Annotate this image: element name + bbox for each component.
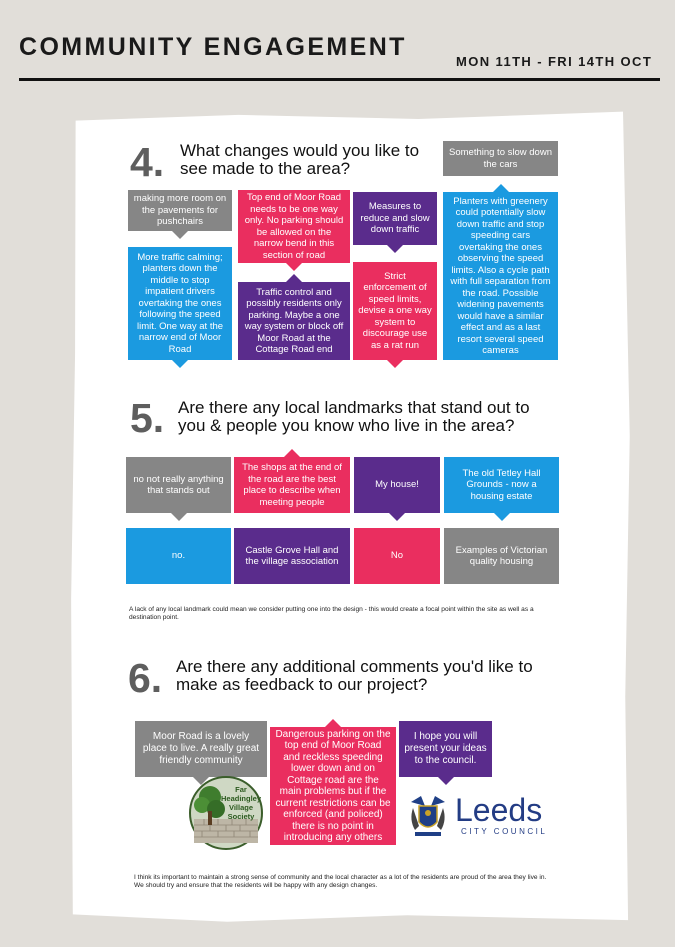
page-title: COMMUNITY ENGAGEMENT: [19, 33, 407, 61]
q4-answer-box: [353, 262, 437, 360]
q5-answer-box: [354, 528, 440, 584]
village-society-logo: [188, 775, 264, 851]
q5-answer-box: [354, 457, 440, 513]
q4-answer-box: [128, 247, 232, 360]
q6-answer-box: [270, 727, 396, 845]
q4-answer-box: [238, 190, 350, 263]
leeds-subtitle: CITY COUNCIL: [461, 827, 548, 836]
q4-answer-text: Something to slow down the cars: [449, 147, 552, 170]
q5-answer-text: The shops at the end of the road are the best place to describe when meeting people: [242, 462, 342, 508]
q6-number: 6.: [128, 655, 163, 701]
q4-answer-box: [443, 192, 558, 360]
q5-note: A lack of any local landmark could mean we consider putting one into the design - this would create a focal point within the site as well as a destination point.: [129, 606, 534, 621]
q5-answer-text: No: [390, 550, 404, 562]
q5-answer-text: Examples of Victorian quality housing: [455, 544, 548, 567]
q4-answer-box: [353, 192, 437, 245]
q6-answer-box: [135, 721, 267, 777]
q5-answer-box: [234, 457, 350, 513]
q4-answer-text: Planters with greenery could potentially slow down traffic and stop speeding cars overtaking the ones observing the speed limits. Also a cycle path with full separation from the road. Possible widening pavements would have a similar effect and as a last resort several speed cameras: [450, 195, 551, 356]
header-divider: [19, 78, 660, 81]
q6-question: Are there any additional comments you'd like to make as feedback to our project?: [176, 657, 533, 694]
q5-answer-box: [234, 528, 350, 584]
q5-answer-text: no not really anything that stands out: [133, 473, 224, 496]
logo-text: Village: [228, 803, 254, 812]
leeds-council-logo: [407, 792, 557, 840]
q6-answer-text: I hope you will present your ideas to the council.: [404, 731, 487, 766]
q6-answer-text: Moor Road is a lovely place to live. A really great friendly community: [142, 731, 260, 766]
q4-answer-box: [443, 141, 558, 176]
logo-text: Headingley: [220, 794, 261, 803]
logo-text: Far: [235, 785, 247, 794]
logo-text: Society: [227, 812, 255, 821]
q5-answer-text: Castle Grove Hall and the village association: [245, 544, 339, 567]
q6-answer-box: [399, 721, 492, 777]
q6-answer-text: Dangerous parking on the top end of Moor Road and reckless speeding lower down and on Cottage road are the main problems but if the current restrictions can be enforced (and policed) there is no point in introducing any others: [275, 728, 391, 843]
q4-question: What changes would you like to see made to the area?: [180, 141, 420, 178]
coat-of-arms-icon: [407, 792, 449, 838]
q4-number: 4.: [130, 139, 165, 185]
leeds-wordmark: Leeds: [455, 792, 543, 828]
q5-question: Are there any local landmarks that stand out to you & people you know who live in the area?: [178, 398, 530, 435]
q5-answer-box: [126, 457, 231, 513]
q4-answer-text: Strict enforcement of speed limits, devise a one way system to discourage use as a rat run: [358, 270, 432, 351]
q4-answer-text: More traffic calming; planters down the middle to stop impatient drivers overtaking the ones following the speed limit. One way at the narrow end of Moor Road: [136, 251, 224, 355]
q5-answer-box: [444, 457, 559, 513]
date-range: MON 11TH - FRI 14TH OCT: [456, 54, 653, 69]
q5-answer-box: [444, 528, 559, 584]
q4-answer-text: Measures to reduce and slow down traffic: [360, 201, 430, 236]
q5-answer-text: no.: [171, 550, 186, 562]
q4-answer-text: making more room on the pavements for pushchairs: [133, 193, 227, 228]
q6-note: I think its important to maintain a strong sense of community and the local character as a lot of the residents are proud of the area they live in. We should try and ensure that the residents will be happy with any design changes.: [134, 874, 547, 889]
q5-number: 5.: [130, 395, 165, 441]
q4-answer-box: [238, 282, 350, 360]
q5-answer-box: [126, 528, 231, 584]
q4-answer-box: [128, 190, 232, 231]
q4-answer-text: Traffic control and possibly residents only parking. Maybe a one way system or block off Moor Road at the Cottage Road end: [244, 286, 344, 355]
q5-answer-text: The old Tetley Hall Grounds - now a housing estate: [462, 467, 541, 502]
q5-answer-text: My house!: [375, 479, 419, 491]
q4-answer-text: Top end of Moor Road needs to be one way only. No parking should be allowed on the narrow bend in this section of road: [244, 192, 344, 261]
